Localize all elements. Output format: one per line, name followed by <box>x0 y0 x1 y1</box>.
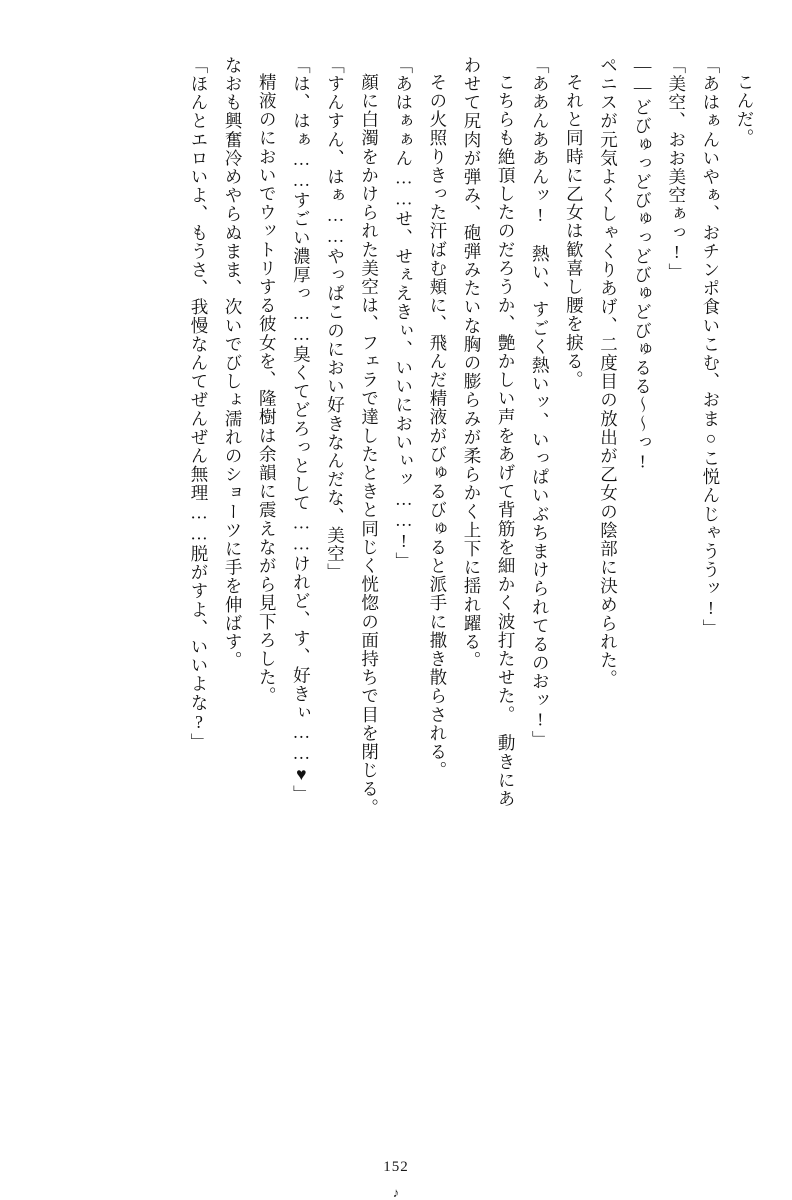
vertical-body-text <box>30 56 762 1116</box>
paragraph: 「すんすん、はぁ……やっぱこのにおい好きなんだな、美空」 <box>325 56 346 582</box>
paragraph: 「ああんああんッ! 熱い、すごく熱いッ、いっぱいぶちまけられてるのおッ!」 <box>530 56 551 750</box>
paragraph: 顔に白濁をかけられた美空は、フェラで達したときと同じく恍惚の面持ちで目を閉じる。 <box>359 73 380 817</box>
paragraph: 「あはぁんいやぁ、おチンポ食いこむ、おま○こ悦んじゃううッ!」 <box>700 56 721 638</box>
paragraph: 精液のにおいでウットリする彼女を、隆樹は余韻に震えながら見下ろした。 <box>257 73 278 706</box>
paragraph: なおも興奮冷めやらぬまま、次いでびしょ濡れのショーツに手を伸ばす。 <box>223 56 244 670</box>
paragraph: 「美空、おお美空ぁっ!」 <box>666 56 687 282</box>
paragraph: それと同時に乙女は歓喜し腰を捩る。 <box>564 73 585 390</box>
paragraph: こちらも絶頂したのだろうか、艶かしい声をあげて背筋を細かく波打たせた。 動きにあ <box>496 73 517 809</box>
paragraph: わせて尻肉が弾み、砲弾みたいな胸の膨らみが柔らかく上下に揺れ躍る。 <box>462 56 482 670</box>
paragraph: 「は、はぁ……すごい濃厚っ……臭くてどろっとして……けれど、す、好きぃ……♥」 <box>291 56 312 804</box>
footer-ornament-icon <box>389 1188 403 1198</box>
paragraph: ――どびゅっどびゅっどびゅどびゅるる～～っ! <box>632 56 653 473</box>
footer-ornament-glyph: ♪ <box>392 1188 400 1198</box>
paragraph: こんだ。 <box>735 73 755 148</box>
paragraph: その火照りきった汗ばむ頬に、飛んだ精液がびゅるびゅると派手に撒き散らされる。 <box>427 73 448 780</box>
paragraph: 「ほんとエロいよ、もうさ、我慢なんてぜんぜん無理……脱がすよ、いいよな?」 <box>189 56 209 752</box>
paragraph: 「あはぁぁん……せ、せぇえきぃ、いいにおいぃッ……!」 <box>393 56 414 571</box>
page-number: 152 <box>383 1159 409 1175</box>
paragraph: ペニスが元気よくしゃくりあげ、二度目の放出が乙女の陰部に決められた。 <box>598 56 619 689</box>
